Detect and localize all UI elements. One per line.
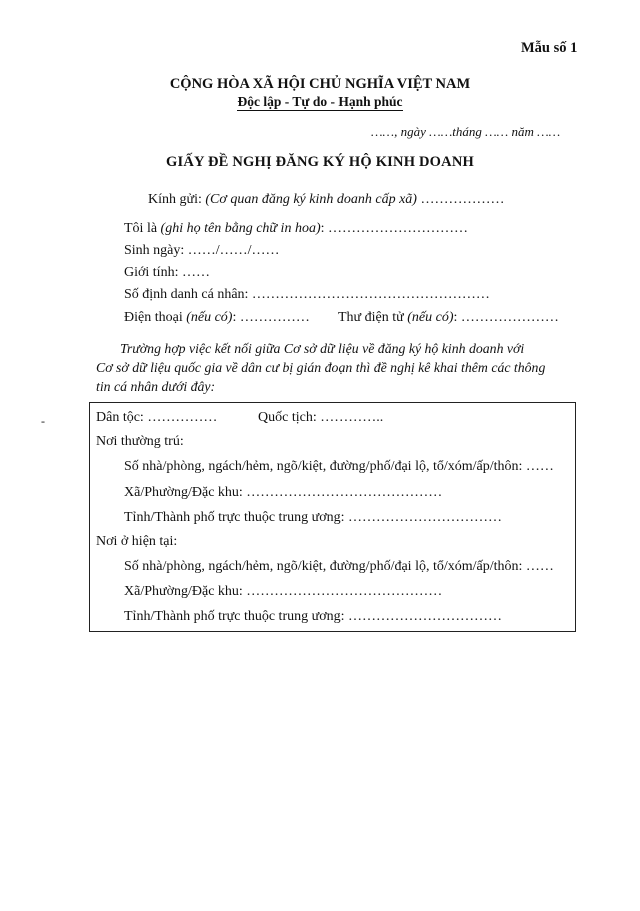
phone-label: Điện thoại (124, 310, 183, 325)
motto (0, 94, 640, 110)
recipient-hint: (Cơ quan đăng ký kinh doanh cấp xã) (205, 192, 417, 207)
email-line (338, 310, 559, 326)
phone-hint: (nếu có) (186, 310, 233, 325)
dob-field[interactable]: Sinh ngày: ……/……/…… (124, 243, 280, 258)
current-commune-field[interactable]: Xã/Phường/Đặc khu: …………………………………… (124, 584, 443, 599)
current-province-field[interactable]: Tỉnh/Thành phố trực thuộc trung ương: …………………………… (124, 609, 502, 624)
name-colon: : (320, 221, 325, 236)
form-code: Mẫu số 1 (521, 40, 578, 56)
ethnicity-field[interactable]: Dân tộc: …………… (96, 410, 218, 425)
note-line-2: Cơ sở dữ liệu quốc gia về dân cư bị gián đoạn thì đề nghị kê khai thêm các thông (96, 360, 546, 375)
margin-mark: - (41, 414, 45, 428)
phone-line (124, 310, 310, 326)
current-street-field[interactable]: Số nhà/phòng, ngách/hẻm, ngõ/kiệt, đường/phố/đại lộ, tổ/xóm/ấp/thôn: …… (124, 559, 554, 574)
name-label: Tôi là (124, 221, 158, 236)
email-hint: (nếu có) (407, 310, 454, 325)
email-label: Thư điện tử (338, 310, 404, 325)
note-line-1: Trường hợp việc kết nối giữa Cơ sở dữ liệu về đăng ký hộ kinh doanh với (120, 341, 525, 356)
permanent-province-field[interactable]: Tỉnh/Thành phố trực thuộc trung ương: …………………………… (124, 510, 502, 525)
permanent-street-field[interactable]: Số nhà/phòng, ngách/hẻm, ngõ/kiệt, đường/phố/đại lộ, tổ/xóm/ấp/thôn: …… (124, 459, 554, 474)
note-line-3: tin cá nhân dưới đây: (96, 379, 216, 394)
recipient-label: Kính gửi: (148, 192, 202, 207)
name-input[interactable]: ………………………… (328, 221, 468, 236)
recipient-line (148, 192, 504, 208)
gender-field[interactable]: Giới tính: …… (124, 265, 210, 280)
nation-heading: CỘNG HÒA XÃ HỘI CHỦ NGHĨA VIỆT NAM (169, 76, 471, 92)
name-hint: (ghi họ tên bằng chữ in hoa) (160, 221, 321, 236)
recipient-input[interactable]: ……………… (420, 192, 505, 207)
motto-text: Độc lập - Tự do - Hạnh phúc (237, 94, 403, 109)
current-address-heading: Nơi ở hiện tại: (96, 534, 178, 549)
permanent-commune-field[interactable]: Xã/Phường/Đặc khu: …………………………………… (124, 485, 443, 500)
phone-input[interactable]: : …………… (232, 310, 310, 325)
nationality-field[interactable]: Quốc tịch: ………….. (258, 410, 384, 425)
instruction-note (96, 339, 556, 396)
name-line (124, 221, 468, 237)
permanent-address-heading: Nơi thường trú: (96, 434, 184, 449)
document-title: GIẤY ĐỀ NGHỊ ĐĂNG KÝ HỘ KINH DOANH (166, 154, 474, 170)
id-number-field[interactable]: Số định danh cá nhân: …………………………………………… (124, 287, 490, 302)
email-input[interactable]: : ………………… (453, 310, 559, 325)
dateline: ……, ngày ……tháng …… năm …… (371, 124, 561, 139)
